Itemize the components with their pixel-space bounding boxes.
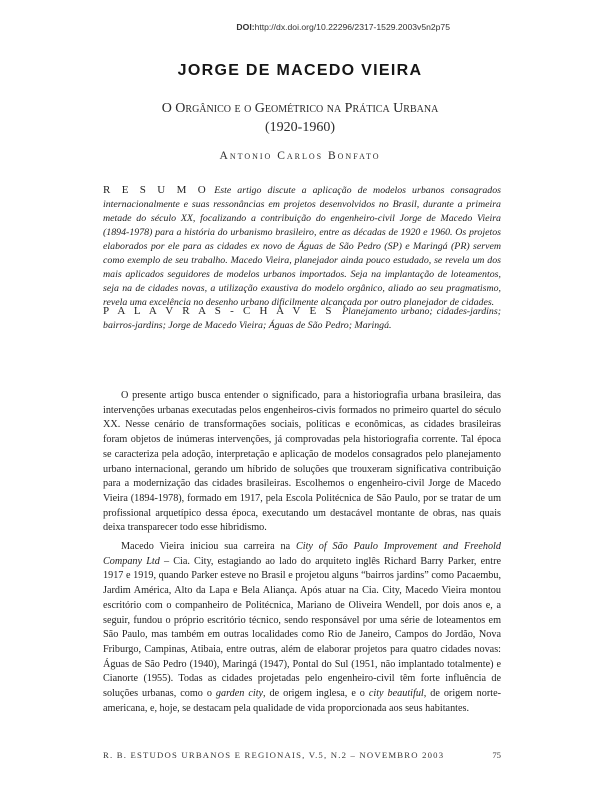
doi-line bbox=[236, 22, 450, 32]
article-subtitle bbox=[0, 99, 600, 137]
abstract-text: Este artigo discute a aplicação de modelos urbanos consagrados internacionalmente e suas ressonâncias em projetos desenvolvidos no Brasil, durante a primeira metade do século XX, focalizando a contribuição do engenheiro-civil Jorge de Macedo Vieira (1894-1978) para a história do urbanismo brasileiro, entre as décadas de 1920 e 1960. Os projetos elaborados por ele para as cidades ex novo de Águas de São Pedro (SP) e Maringá (PR) servem como exemplo de seu trabalho. Macedo Vieira, planejador ainda pouco estudado, se revela um dos mais aplicados seguidores de modelos urbanos importados. Seja na implantação de loteamentos, seja na de cidades novas, a utilização exaustiva do modelo orgânico, aliado ao seu pragmatismo, revela uma excelência no desenho urbano dificilmente alcançada por outro planejador de cidades. bbox=[103, 185, 501, 308]
journal-reference: R. B. ESTUDOS URBANOS E REGIONAIS, V.5, N.2 – NOVEMBRO 2003 bbox=[103, 750, 445, 760]
garden-city-term: garden city bbox=[215, 688, 264, 700]
body-paragraph-1: O presente artigo busca entender o significado, para a historiografia urbana brasileira, das intervenções urbanas executadas pelos engenheiros-civis formados no primeiro quartel do século XX. Nesse cenário de transformações sociais, políticas e econômicas, as cidades brasileiras foram objetos de inúmeras intervenções, já comprovadas pela historiografia corrente. Tal época se caracteriza pela adoção, interpretação e aplicação de modelos consagrados pelo planejamento urbano internacional, gerando um híbrido de soluções que trouxeram significativa contribuição para a modernização das cidades brasileiras. Escolhemos o engenheiro-civil Jorge de Macedo Vieira (1894-1978), formado em 1917, pela Escola Politécnica de São Paulo, por se tratar de um profissional arquetípico dessa época, executando um destacável montante de obras, nas quais deixa transparecer todo esse hibridismo. bbox=[103, 390, 501, 534]
article-body bbox=[103, 389, 501, 720]
keywords-label: P A L A V R A S - C H A V E S bbox=[103, 305, 335, 317]
subtitle-line-1: O Orgânico e o Geométrico na Prática Urbana bbox=[161, 101, 439, 116]
article-author-heading: JORGE DE MACEDO VIEIRA bbox=[177, 62, 423, 79]
body-paragraph-2 bbox=[103, 540, 501, 716]
p2-text-c: , de origem inglesa, e o bbox=[263, 688, 369, 700]
keywords-text: Planejamento urbano; cidades-jardins; bairros-jardins; Jorge de Macedo Vieira; Águas de São Pedro; Maringá. bbox=[103, 306, 501, 331]
p2-text-b: – Cia. City, estagiando ao lado do arquiteto inglês Richard Barry Parker, entre 1917 e 1919, quando Parker esteve no Brasil e projetou alguns “bairros jardins” como Pacaembu, Jardim América, Alto da Lapa e Bela Aliança. Após atuar na Cia. City, Macedo Vieira montou escritório com o companheiro de Politécnica, Mariano de Oliveira Wendell, por dois anos e, a seguir, fundou o próprio escritório técnico, sendo responsável por uma série de loteamentos em São Paulo, mas também em outras localidades como Rio de Janeiro, Campos do Jordão, Nova Friburgo, Campinas, Atibaia, entre outras, além de elaborar projetos para quatro cidades novas: Águas de São Pedro (1940), Maringá (1947), Pontal do Sul (1951, não implantado totalmente) e Cianorte (1955). Todas as cidades projetadas pelo engenheiro-civil têm forte influência de soluções urbanas, como o bbox=[103, 555, 501, 700]
city-beautiful-term: city beautiful bbox=[368, 688, 424, 700]
company-name: City of São Paulo Improvement and Freehold Company Ltd bbox=[103, 541, 501, 567]
abstract bbox=[103, 183, 501, 310]
p2-text-d: , de origem norte-americana, e, hoje, se destacam pela qualidade de vida proporcionada aos seus habitantes. bbox=[103, 688, 501, 714]
keywords bbox=[103, 304, 501, 333]
page-footer bbox=[103, 750, 501, 760]
doi-label: DOI: bbox=[236, 22, 255, 32]
byline: Antonio Carlos Bonfato bbox=[219, 150, 381, 162]
abstract-label: R E S U M O bbox=[103, 184, 209, 196]
doi-link[interactable]: http://dx.doi.org/10.22296/2317-1529.2003v5n2p75 bbox=[254, 22, 450, 32]
p2-text-a: Macedo Vieira iniciou sua carreira na bbox=[121, 541, 296, 553]
subtitle-line-2: (1920-1960) bbox=[265, 120, 335, 135]
page-number: 75 bbox=[492, 750, 501, 760]
